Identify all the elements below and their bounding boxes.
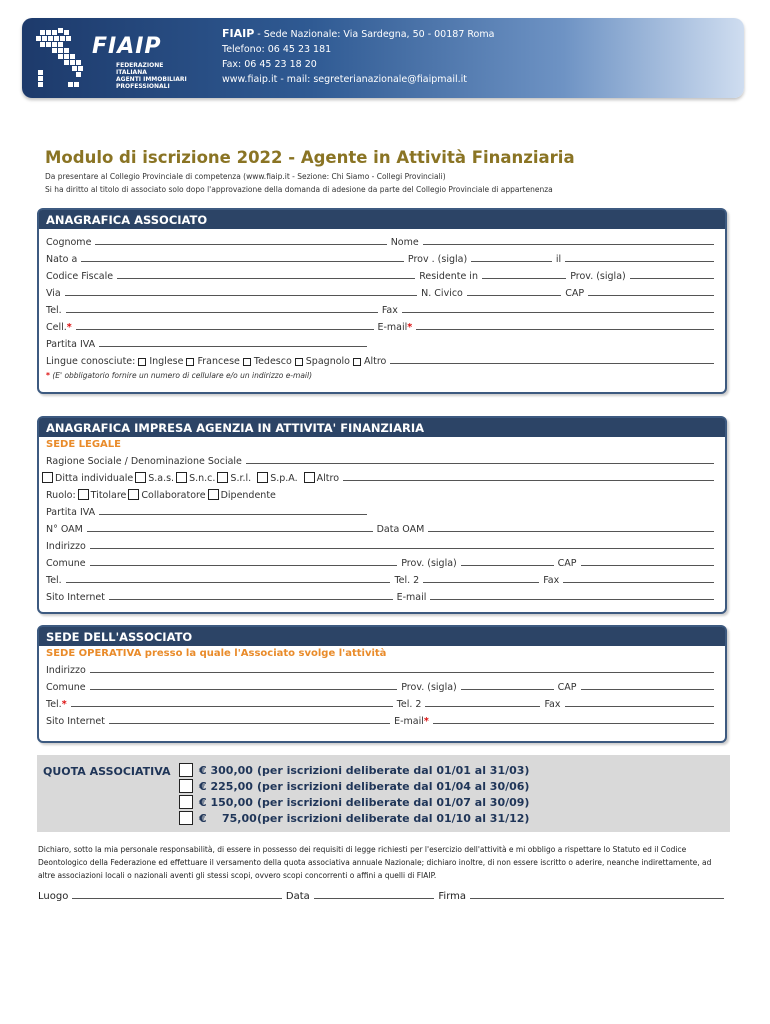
label-residente: Residente in <box>419 271 478 282</box>
quota-option[interactable]: € 225,00 (per iscrizioni deliberate dal 01/04 al 30/06) <box>177 778 529 794</box>
quota-option[interactable]: € 300,00 (per iscrizioni deliberate dal 01/01 al 31/03) <box>177 762 529 778</box>
sede-fax-field[interactable] <box>565 697 715 707</box>
subtitle-1: Da presentare al Collegio Provinciale di competenza (www.fiaip.it - Sezione: Chi Siamo - Collegi Provinciali) <box>45 172 446 181</box>
checkbox-altro-forma[interactable] <box>304 472 315 483</box>
label-nome: Nome <box>390 237 419 248</box>
impresa-prov-field[interactable] <box>461 556 554 566</box>
label-tel: Tel. <box>46 575 62 586</box>
label-indirizzo: Indirizzo <box>46 541 86 552</box>
via-field[interactable] <box>65 286 417 296</box>
label-tel: Tel.* <box>46 699 67 710</box>
luogo-field[interactable] <box>72 889 282 899</box>
label-fax: Fax <box>381 305 398 316</box>
impresa-indirizzo-field[interactable] <box>90 539 714 549</box>
quota-checkbox[interactable] <box>179 763 193 777</box>
impresa-cap-field[interactable] <box>581 556 715 566</box>
label-data-oam: Data OAM <box>376 524 425 535</box>
label-email: E-mail* <box>394 716 429 727</box>
sede-tel2-field[interactable] <box>425 697 540 707</box>
nato-field[interactable] <box>81 252 404 262</box>
label-comune: Comune <box>46 558 86 569</box>
label-cap: CAP <box>557 558 577 569</box>
checkbox-srl[interactable] <box>217 472 228 483</box>
checkbox-inglese[interactable] <box>138 358 146 366</box>
impresa-partita-iva-field[interactable] <box>99 505 367 515</box>
quota-option[interactable]: € 75,00 (per iscrizioni deliberate dal 01/10 al 31/12) <box>177 810 529 826</box>
cap-field[interactable] <box>588 286 714 296</box>
section-header: ANAGRAFICA IMPRESA AGENZIA IN ATTIVITA' FINANZIARIA <box>39 418 725 437</box>
label-oam: N° OAM <box>46 524 83 535</box>
web-mail: www.fiaip.it - mail: segreterianazionale@fiaipmail.it <box>222 74 467 85</box>
quota-checkbox[interactable] <box>179 779 193 793</box>
label-prov: Prov . (sigla) <box>407 254 468 265</box>
label-civico: N. Civico <box>421 288 463 299</box>
label-data: Data <box>285 891 310 902</box>
label-cap: CAP <box>557 682 577 693</box>
address: - Sede Nazionale: Via Sardegna, 50 - 00187 Roma <box>254 29 495 40</box>
partita-iva-field[interactable] <box>99 337 367 347</box>
checkbox-tedesco[interactable] <box>243 358 251 366</box>
impresa-email-field[interactable] <box>430 590 714 600</box>
checkbox-spa[interactable] <box>257 472 268 483</box>
residente-field[interactable] <box>482 269 566 279</box>
phone: Telefono: 06 45 23 181 <box>222 44 332 55</box>
label-luogo: Luogo <box>38 891 69 902</box>
altro-lingua-field[interactable] <box>390 354 714 364</box>
label-partita-iva: Partita IVA <box>46 339 96 350</box>
logo-subtitle: FEDERAZIONE ITALIANA AGENTI IMMOBILIARI PROFESSIONALI <box>116 62 187 90</box>
impresa-tel2-field[interactable] <box>423 573 539 583</box>
label-tel2: Tel. 2 <box>396 699 422 710</box>
label-firma: Firma <box>438 891 467 902</box>
cell-field[interactable] <box>76 320 374 330</box>
label-prov: Prov. (sigla) <box>401 558 457 569</box>
label-partita-iva: Partita IVA <box>46 507 96 518</box>
sede-prov-field[interactable] <box>461 680 554 690</box>
section-header: ANAGRAFICA ASSOCIATO <box>39 210 725 229</box>
label-cap: CAP <box>565 288 585 299</box>
label-prov: Prov. (sigla) <box>401 682 457 693</box>
header-banner <box>22 18 744 98</box>
sub-header-sede-operativa: SEDE OPERATIVA presso la quale l'Associato svolge l'attività <box>46 648 387 659</box>
sede-comune-field[interactable] <box>90 680 398 690</box>
label-nato: Nato a <box>46 254 78 265</box>
firma-field[interactable] <box>470 889 724 899</box>
label-lingue: Lingue conosciute: <box>46 356 136 367</box>
fax: Fax: 06 45 23 18 20 <box>222 59 317 70</box>
signature-row <box>38 886 728 902</box>
section-header: SEDE DELL'ASSOCIATO <box>39 627 725 646</box>
quota-checkbox[interactable] <box>179 811 193 825</box>
label-sito: Sito Internet <box>46 592 105 603</box>
label-via: Via <box>46 288 61 299</box>
label-codice-fiscale: Codice Fiscale <box>46 271 114 282</box>
sede-cap-field[interactable] <box>581 680 715 690</box>
label-ragione-sociale: Ragione Sociale / Denominazione Sociale <box>46 456 242 467</box>
quota-associativa-box <box>37 755 730 832</box>
italy-map-icon <box>34 26 94 92</box>
subtitle-2: Si ha diritto al titolo di associato solo dopo l'approvazione della domanda di adesione da parte del Collegio Provinciale di appartenenza <box>45 185 553 194</box>
label-il: il <box>555 254 562 265</box>
page-title: Modulo di iscrizione 2022 - Agente in Attività Finanziaria <box>45 148 575 167</box>
label-cognome: Cognome <box>46 237 92 248</box>
section-anagrafica-associato: ANAGRAFICA ASSOCIATO Cognome Nome Nato a Prov . (sigla) il Codice Fiscale Residente in Prov. (sigla) Via N. Civico CAP Tel. Fax Cell.* E-mail* Partita IVA Lingue conosciute: Inglese Francese Tedesco Spagnolo Altro * (E' obbligatorio fornire un numero di cellulare e/o un indirizzo e-mail) <box>37 208 727 394</box>
label-sito: Sito Internet <box>46 716 105 727</box>
impresa-tel-field[interactable] <box>66 573 391 583</box>
quota-option[interactable]: € 150,00 (per iscrizioni deliberate dal 01/07 al 30/09) <box>177 794 529 810</box>
il-field[interactable] <box>565 252 714 262</box>
checkbox-titolare[interactable] <box>78 489 89 500</box>
contact-info <box>222 26 494 87</box>
section-anagrafica-impresa: ANAGRAFICA IMPRESA AGENZIA IN ATTIVITA' FINANZIARIA SEDE LEGALE Ragione Sociale / Denominazione Sociale Ditta individuale S.a.s. S.n.c. S.r.l. S.p.A. Altro Ruolo: Titolare Collaboratore Dipendente Partita IVA N° OAM Data OAM Indirizzo Comune Prov. (sigla) CAP Tel. Tel. 2 Fax Sito Internet E-mail <box>37 416 727 614</box>
mandatory-note: * (E' obbligatorio fornire un numero di cellulare e/o un indirizzo e-mail) <box>46 371 313 380</box>
impresa-sito-field[interactable] <box>109 590 393 600</box>
logo-word: FIAIP <box>92 34 162 59</box>
altro-forma-field[interactable] <box>343 471 714 481</box>
nome-field[interactable] <box>423 235 714 245</box>
sede-sito-field[interactable] <box>109 714 390 724</box>
ragione-sociale-field[interactable] <box>246 454 714 464</box>
fiaip-logo <box>30 24 200 94</box>
cognome-field[interactable] <box>95 235 386 245</box>
checkbox-francese[interactable] <box>186 358 194 366</box>
checkbox-snc[interactable] <box>176 472 187 483</box>
sub-header-sede-legale: SEDE LEGALE <box>46 439 121 450</box>
oam-field[interactable] <box>87 522 373 532</box>
sede-tel-field[interactable] <box>71 697 393 707</box>
checkbox-spagnolo[interactable] <box>295 358 303 366</box>
label-comune: Comune <box>46 682 86 693</box>
label-ruolo: Ruolo: <box>46 490 76 501</box>
quota-checkbox[interactable] <box>179 795 193 809</box>
sede-indirizzo-field[interactable] <box>90 663 714 673</box>
prov-field[interactable] <box>471 252 552 262</box>
checkbox-collaboratore[interactable] <box>128 489 139 500</box>
data-oam-field[interactable] <box>428 522 714 532</box>
label-fax: Fax <box>544 699 561 710</box>
sede-email-field[interactable] <box>433 714 714 724</box>
label-cell: Cell.* <box>46 322 72 333</box>
label-prov2: Prov. (sigla) <box>570 271 626 282</box>
data-field[interactable] <box>314 889 435 899</box>
checkbox-altro[interactable] <box>353 358 361 366</box>
impresa-comune-field[interactable] <box>90 556 398 566</box>
section-sede-associato <box>37 625 727 743</box>
codice-fiscale-field[interactable] <box>117 269 415 279</box>
checkbox-ditta-individuale[interactable] <box>42 472 53 483</box>
checkbox-dipendente[interactable] <box>208 489 219 500</box>
checkbox-sas[interactable] <box>135 472 146 483</box>
fax-field[interactable] <box>402 303 714 313</box>
email-field[interactable] <box>416 320 714 330</box>
label-tel2: Tel. 2 <box>394 575 420 586</box>
quota-options <box>177 762 529 826</box>
quota-label: QUOTA ASSOCIATIVA <box>43 765 171 778</box>
declaration-text: Dichiaro, sotto la mia personale responsabilità, di essere in possesso dei requisiti di legge richiesti per l'esercizio dell'attività e mi obbligo a rispettare lo Statuto ed il Codice Deontologico della Federazione ed effettuare il versamento della quota associativa annuale Nazionale; dichiaro inoltre, di non essere iscritto o aderire, neanche indirettamente, ad altre associazioni locali o nazionali aventi gli stessi scopi, ovvero scopi concorrenti o affini a quelli di FIAIP. <box>38 845 712 880</box>
label-indirizzo: Indirizzo <box>46 665 86 676</box>
label-fax: Fax <box>543 575 560 586</box>
label-email: E-mail <box>396 592 427 603</box>
label-tel: Tel. <box>46 305 62 316</box>
civico-field[interactable] <box>467 286 561 296</box>
org-name: FIAIP <box>222 27 255 40</box>
prov2-field[interactable] <box>630 269 714 279</box>
tel-field[interactable] <box>66 303 378 313</box>
label-email: E-mail* <box>377 322 413 333</box>
impresa-fax-field[interactable] <box>563 573 714 583</box>
